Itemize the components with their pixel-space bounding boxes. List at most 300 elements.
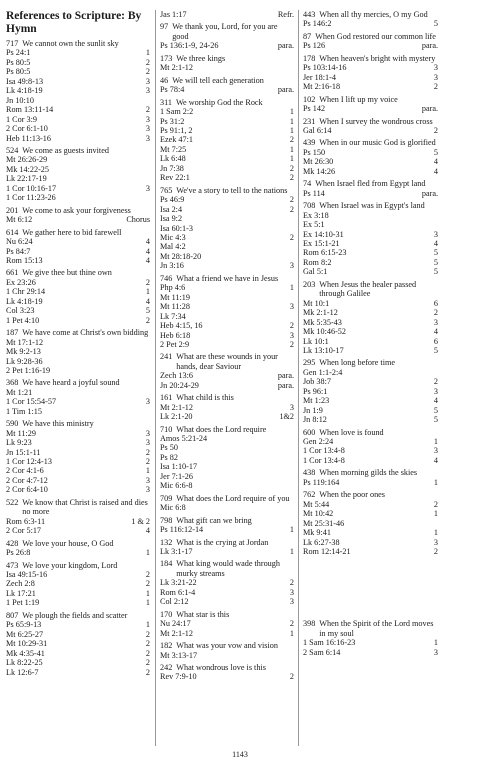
hymn-number: 798 xyxy=(160,515,173,525)
hymn-number: 710 xyxy=(160,424,173,434)
reference-text: Rom 8:2 xyxy=(303,257,332,267)
scripture-reference xyxy=(160,651,294,660)
hymn-title: What child is this xyxy=(176,393,234,403)
reference-text: Lk 13:10-17 xyxy=(303,345,344,355)
hymn-entry xyxy=(6,228,150,266)
scripture-reference xyxy=(6,630,150,639)
scripture-reference xyxy=(160,434,294,443)
scripture-reference xyxy=(6,407,150,416)
hymn-title: What is the crying at Jordan xyxy=(176,537,269,547)
hymn-number: 717 xyxy=(6,39,19,48)
scripture-reference xyxy=(6,347,150,356)
reference-text: 1 Cor 12:4-13 xyxy=(6,457,52,467)
reference-text: Jn 10:10 xyxy=(6,95,34,105)
reference-text: Isa 9:2 xyxy=(160,214,183,224)
hymn-entry xyxy=(6,39,150,143)
hymn-heading xyxy=(6,39,150,48)
hymn-number: 102 xyxy=(303,94,316,104)
scripture-reference xyxy=(303,406,438,415)
verse-number: 1 xyxy=(433,528,438,538)
reference-text: Ps 126 xyxy=(303,41,326,51)
scripture-reference xyxy=(6,388,150,397)
verse-number: 5 xyxy=(433,345,438,355)
hymn-heading xyxy=(6,228,150,237)
hymn-heading xyxy=(160,22,294,41)
reference-text: Job 38:7 xyxy=(303,377,331,387)
scripture-reference xyxy=(160,126,294,135)
reference-text: 1 Cor 13:4-8 xyxy=(303,446,345,456)
hymn-heading xyxy=(303,358,438,367)
hymn-number: 231 xyxy=(303,116,316,126)
reference-text: Lk 22:17-19 xyxy=(6,174,47,184)
hymn-heading xyxy=(303,32,438,41)
scripture-reference xyxy=(6,338,150,347)
reference-text: Lk 17:21 xyxy=(6,588,36,598)
scripture-reference xyxy=(6,124,150,133)
scripture-reference xyxy=(303,478,438,487)
scripture-reference xyxy=(160,629,294,638)
reference-text: 1 Sam 16:16-23 xyxy=(303,638,356,648)
scripture-reference xyxy=(303,267,438,276)
scripture-reference xyxy=(160,283,294,292)
scripture-reference xyxy=(303,648,438,657)
hymn-heading xyxy=(303,179,438,188)
hymn-entry xyxy=(160,610,294,638)
hymn-heading xyxy=(160,559,294,578)
scripture-reference xyxy=(6,485,150,494)
reference-text: Ex 15:1-21 xyxy=(303,238,340,248)
hymn-title: We give thee but thine own xyxy=(22,268,112,278)
verse-number: 2 xyxy=(145,57,150,67)
reference-text: Ex 14:10-31 xyxy=(303,229,344,239)
hymn-title: We cannot own the sunlit sky xyxy=(22,39,119,48)
reference-text: Ps 116:12-14 xyxy=(160,525,204,535)
hymn-title: When I lift up my voice xyxy=(319,94,398,104)
hymn-entry xyxy=(303,619,438,657)
hymn-number: 97 xyxy=(160,22,169,32)
reference-text: Isa 2:4 xyxy=(160,204,183,214)
verse-number: 5 xyxy=(433,147,438,157)
verse-number: 4 xyxy=(433,455,438,465)
hymn-title: When Israel fled from Egypt land xyxy=(315,179,426,189)
hymn-heading xyxy=(303,10,438,19)
reference-text: Zech 13:6 xyxy=(160,371,193,381)
scripture-reference xyxy=(160,481,294,490)
hymn-title: We thank you, Lord, for you are good xyxy=(172,22,278,41)
hymn-entry xyxy=(160,494,294,513)
scripture-reference xyxy=(160,619,294,628)
scripture-reference xyxy=(160,340,294,349)
hymn-entry xyxy=(160,10,294,19)
hymn-number: 443 xyxy=(303,10,316,19)
reference-text: Mt 11:28 xyxy=(160,302,190,312)
verse-number: 4 xyxy=(433,157,438,167)
hymn-title: We love your house, O God xyxy=(22,538,114,548)
hymn-number: 746 xyxy=(160,273,173,283)
reference-text: Mt 26:26-29 xyxy=(6,155,48,165)
scripture-reference xyxy=(160,135,294,144)
scripture-reference xyxy=(160,85,294,94)
hymn-number: 182 xyxy=(160,641,173,651)
hymn-title: When love is found xyxy=(319,427,384,437)
scripture-reference xyxy=(303,239,438,248)
scripture-reference xyxy=(160,597,294,606)
hymn-heading xyxy=(303,54,438,63)
scripture-reference xyxy=(160,10,294,19)
reference-text: Mt 28:18-20 xyxy=(160,251,202,261)
reference-text: Ps 114 xyxy=(303,188,325,198)
verse-number: 3 xyxy=(145,86,150,96)
reference-text: Mk 2:1-12 xyxy=(303,308,338,318)
hymn-title: What are these wounds in your hands, dear Saviour xyxy=(176,352,278,371)
hymn-heading xyxy=(303,490,438,499)
scripture-reference xyxy=(303,396,438,405)
hymn-title: What was your vow and vision xyxy=(176,641,278,651)
hymn-title: What gift can we bring xyxy=(176,515,252,525)
reference-text: Ps 80:5 xyxy=(6,67,31,77)
reference-text: Ex 23:26 xyxy=(6,277,36,287)
hymn-title: When Israel was in Egypt's land xyxy=(319,201,425,211)
reference-text: Rom 12:14-21 xyxy=(303,547,351,557)
reference-text: Ps 26:8 xyxy=(6,548,31,558)
reference-text: Mt 26:30 xyxy=(303,157,334,167)
scripture-reference xyxy=(6,466,150,475)
hymn-entry xyxy=(303,95,438,114)
reference-text: Zech 2:8 xyxy=(6,579,35,589)
verse-number: 3 xyxy=(145,124,150,134)
hymn-number: 161 xyxy=(160,393,173,403)
hymn-entry xyxy=(160,54,294,73)
reference-text: Lk 4:18-19 xyxy=(6,86,43,96)
verse-number: 5 xyxy=(433,267,438,277)
reference-text: Mk 5:35-43 xyxy=(303,317,342,327)
scripture-reference xyxy=(303,19,438,28)
reference-text: Php 4:6 xyxy=(160,283,186,293)
scripture-reference xyxy=(6,134,150,143)
reference-text: Isa 60:1-3 xyxy=(160,223,193,233)
hymn-title: We've a story to tell to the nations xyxy=(176,185,288,195)
verse-number: 2 xyxy=(289,195,294,205)
hymn-heading xyxy=(160,76,294,85)
reference-text: 2 Cor 4:1-6 xyxy=(6,466,44,476)
reference-text: Gal 5:1 xyxy=(303,267,328,277)
reference-text: Lk 9:28-36 xyxy=(6,356,43,366)
reference-text: 1 Cor 11:23-26 xyxy=(6,193,56,203)
scripture-reference xyxy=(6,639,150,648)
hymn-number: 428 xyxy=(6,538,19,548)
reference-text: Gen 1:1-2:4 xyxy=(303,367,343,377)
verse-number: 3 xyxy=(433,317,438,327)
hymn-entry xyxy=(303,138,438,176)
reference-text: Mt 6:12 xyxy=(6,215,33,225)
verse-number: para. xyxy=(421,41,438,51)
hymn-number: 74 xyxy=(303,179,312,189)
reference-text: 2 Sam 6:14 xyxy=(303,647,341,657)
reference-text: Isa 49:15-16 xyxy=(6,570,48,580)
scripture-reference xyxy=(160,525,294,534)
hymn-entry xyxy=(160,663,294,682)
verse-number: 3 xyxy=(145,475,150,485)
reference-text: Mk 10:46-52 xyxy=(303,327,346,337)
verse-number: 1 & 2 xyxy=(131,516,150,526)
blank-space xyxy=(303,556,438,616)
hymn-number: 762 xyxy=(303,490,316,500)
reference-text: Rev 7:9-10 xyxy=(160,672,197,682)
verse-number: 3 xyxy=(145,114,150,124)
reference-text: Ps 84:7 xyxy=(6,246,31,256)
verse-number: para. xyxy=(277,85,294,95)
verse-number: 2 xyxy=(433,377,438,387)
scripture-reference xyxy=(6,570,150,579)
verse-number: 2 xyxy=(145,457,150,467)
verse-number: 2 xyxy=(145,579,150,589)
scripture-reference xyxy=(303,415,438,424)
hymn-heading xyxy=(160,352,294,371)
reference-text: Ps 146:2 xyxy=(303,19,332,29)
hymn-number: 184 xyxy=(160,559,173,569)
verse-number: 3 xyxy=(289,597,294,607)
hymn-number: 203 xyxy=(303,279,316,289)
hymn-entry xyxy=(160,352,294,390)
scripture-reference xyxy=(6,256,150,265)
scripture-reference xyxy=(303,157,438,166)
scripture-reference xyxy=(6,448,150,457)
hymn-title: We know that Christ is raised and dies no more xyxy=(22,497,148,517)
scripture-reference xyxy=(6,237,150,246)
hymn-number: 600 xyxy=(303,427,316,437)
hymn-entry xyxy=(6,561,150,608)
reference-text: 1 Chr 29:14 xyxy=(6,287,46,297)
verse-number: para. xyxy=(277,380,294,390)
scripture-reference xyxy=(160,242,294,251)
reference-text: Mk 9:41 xyxy=(303,528,331,538)
hymn-title: When heaven's bright with mystery xyxy=(319,53,436,63)
scripture-reference xyxy=(6,668,150,677)
hymn-number: 524 xyxy=(6,145,19,155)
verse-number: 5 xyxy=(433,415,438,425)
hymn-entry xyxy=(6,268,150,325)
verse-number: 2 xyxy=(289,578,294,588)
hymn-title: When I survey the wondrous cross xyxy=(319,116,433,126)
hymn-number: 368 xyxy=(6,378,19,388)
hymn-title: What does the Lord require of you xyxy=(176,493,290,503)
reference-text: Rom 13:11-14 xyxy=(6,105,54,115)
scripture-reference xyxy=(160,578,294,587)
reference-text: Jn 7:38 xyxy=(160,163,184,173)
hymn-number: 178 xyxy=(303,53,316,63)
verse-number: 1 xyxy=(433,638,438,648)
verse-number: 2 xyxy=(145,277,150,287)
scripture-reference xyxy=(160,261,294,270)
reference-text: Jn 3:16 xyxy=(160,261,184,271)
scripture-reference xyxy=(303,220,438,229)
scripture-reference xyxy=(6,86,150,95)
reference-text: Gal 6:14 xyxy=(303,125,332,135)
scripture-reference xyxy=(6,278,150,287)
reference-text: Mic 6:6-8 xyxy=(160,481,193,491)
hymn-title: We plough the fields and scatter xyxy=(22,610,128,620)
reference-text: Isa 49:8-13 xyxy=(6,76,44,86)
hymn-title: We have come at Christ's own bidding xyxy=(22,328,149,338)
hymn-entry xyxy=(160,186,294,271)
reference-text: Ps 142 xyxy=(303,104,326,114)
scripture-reference xyxy=(303,167,438,176)
verse-number: 2 xyxy=(289,135,294,145)
hymn-heading xyxy=(303,117,438,126)
verse-number: 1 xyxy=(145,548,150,558)
scripture-reference xyxy=(6,58,150,67)
hymn-heading xyxy=(160,641,294,650)
hymn-entry xyxy=(160,274,294,350)
scripture-reference xyxy=(160,321,294,330)
reference-text: 1 Sam 2:2 xyxy=(160,107,194,117)
reference-text: Mt 10:42 xyxy=(303,509,334,519)
verse-number: 2 xyxy=(433,82,438,92)
scripture-reference xyxy=(303,368,438,377)
verse-number: 2 xyxy=(145,447,150,457)
verse-number: para. xyxy=(277,371,294,381)
reference-text: Col 2:12 xyxy=(160,597,189,607)
scripture-reference xyxy=(303,437,438,446)
verse-number: 1 xyxy=(289,283,294,293)
hymn-entry xyxy=(303,117,438,136)
hymn-number: 398 xyxy=(303,619,316,629)
verse-number: 1 xyxy=(289,116,294,126)
scripture-reference xyxy=(6,589,150,598)
verse-number: 3 xyxy=(433,537,438,547)
scripture-reference xyxy=(6,165,150,174)
hymn-heading xyxy=(160,538,294,547)
hymn-entry xyxy=(160,98,294,183)
verse-number: 3 xyxy=(433,229,438,239)
hymn-entry xyxy=(160,538,294,557)
verse-number: 2 xyxy=(145,570,150,580)
hymn-number: 473 xyxy=(6,560,19,570)
scripture-reference xyxy=(160,205,294,214)
verse-number: para. xyxy=(277,41,294,51)
verse-number: 1 xyxy=(289,154,294,164)
hymn-entry xyxy=(303,32,438,51)
hymn-heading xyxy=(303,468,438,477)
hymn-heading xyxy=(160,54,294,63)
hymn-number: 438 xyxy=(303,468,316,478)
reference-text: Ps 150 xyxy=(303,147,326,157)
scripture-reference xyxy=(6,517,150,526)
reference-text: Ezek 47:1 xyxy=(160,135,193,145)
hymn-title: When morning gilds the skies xyxy=(319,468,418,478)
reference-text: Amos 5:21-24 xyxy=(160,434,208,444)
reference-text: Lk 6:27-38 xyxy=(303,537,340,547)
scripture-reference xyxy=(160,214,294,223)
reference-text: 2 Cor 6:4-10 xyxy=(6,485,48,495)
verse-number: 3 xyxy=(289,302,294,312)
hymn-heading xyxy=(6,539,150,548)
hymn-number: 170 xyxy=(160,609,173,619)
hymn-title: When Jesus the healer passed through Galilee xyxy=(319,279,417,299)
verse-number: 2 xyxy=(145,105,150,115)
hymn-entry xyxy=(6,206,150,225)
hymn-number: 522 xyxy=(6,497,19,507)
verse-number: 1 xyxy=(289,525,294,535)
reference-text: 1 Cor 3:9 xyxy=(6,114,37,124)
scripture-reference xyxy=(160,224,294,233)
reference-text: Ps 91:1, 2 xyxy=(160,125,193,135)
scripture-reference xyxy=(303,104,438,113)
hymn-title: When in our music God is glorified xyxy=(319,138,436,148)
verse-number: 2 xyxy=(145,67,150,77)
hymn-number: 765 xyxy=(160,185,173,195)
verse-number: 3 xyxy=(145,397,150,407)
scripture-reference xyxy=(160,381,294,390)
reference-text: Mt 5:44 xyxy=(303,499,330,509)
scripture-reference xyxy=(6,548,150,557)
reference-text: 1 Cor 13:4-8 xyxy=(303,455,345,465)
scripture-reference xyxy=(303,528,438,537)
verse-number: 1 xyxy=(289,144,294,154)
hymn-title: When the poor ones xyxy=(319,490,385,500)
reference-text: Ps 96:1 xyxy=(303,386,328,396)
verse-number: 6 xyxy=(433,298,438,308)
scripture-reference xyxy=(6,193,150,202)
hymn-heading xyxy=(160,186,294,195)
verse-number: 4 xyxy=(433,327,438,337)
reference-text: 2 Cor 5:17 xyxy=(6,526,42,536)
verse-number: 4 xyxy=(145,296,150,306)
scripture-reference xyxy=(160,588,294,597)
reference-text: 2 Pet 2:9 xyxy=(160,339,190,349)
reference-text: Lk 10:1 xyxy=(303,336,329,346)
hymn-number: 241 xyxy=(160,352,173,362)
hymn-heading xyxy=(6,498,150,517)
verse-number: 1 xyxy=(145,598,150,608)
hymn-entry xyxy=(6,419,150,495)
scripture-reference xyxy=(303,73,438,82)
reference-text: Mk 9:2-13 xyxy=(6,347,41,357)
page-title: References to Scripture: By Hymn xyxy=(6,10,142,35)
hymn-title: What wondrous love is this xyxy=(176,663,266,672)
reference-text: Ps 31:2 xyxy=(160,116,185,126)
reference-text: Mt 1:23 xyxy=(303,396,330,406)
verse-number: 2 xyxy=(433,308,438,318)
hymn-title: When all thy mercies, O my God xyxy=(319,10,428,19)
hymn-heading xyxy=(6,419,150,428)
reference-text: Ps 103:14-16 xyxy=(303,63,347,73)
verse-number: 1 xyxy=(433,437,438,447)
scripture-reference xyxy=(6,287,150,296)
verse-number: 2 xyxy=(145,648,150,658)
verse-number: 2 xyxy=(145,667,150,677)
hymn-heading xyxy=(303,201,438,210)
reference-text: Heb 11:13-16 xyxy=(6,133,51,143)
scripture-reference xyxy=(303,318,438,327)
reference-text: Ps 82 xyxy=(160,452,178,462)
hymn-entry xyxy=(303,179,438,198)
hymn-heading xyxy=(6,611,150,620)
hymn-entry xyxy=(303,490,438,556)
scripture-reference xyxy=(160,63,294,72)
reference-text: Mk 14:22-25 xyxy=(6,164,49,174)
scripture-reference xyxy=(160,672,294,681)
hymn-title: When long before time xyxy=(319,358,395,368)
reference-text: Nu 24:17 xyxy=(160,619,191,629)
hymn-title: We will tell each generation xyxy=(172,75,264,85)
hymn-heading xyxy=(303,428,438,437)
scripture-reference xyxy=(6,96,150,105)
verse-number: 2 xyxy=(433,547,438,557)
reference-text: Rom 6:3-11 xyxy=(6,516,46,526)
verse-number: 2 xyxy=(289,232,294,242)
verse-number: 3 xyxy=(145,485,150,495)
